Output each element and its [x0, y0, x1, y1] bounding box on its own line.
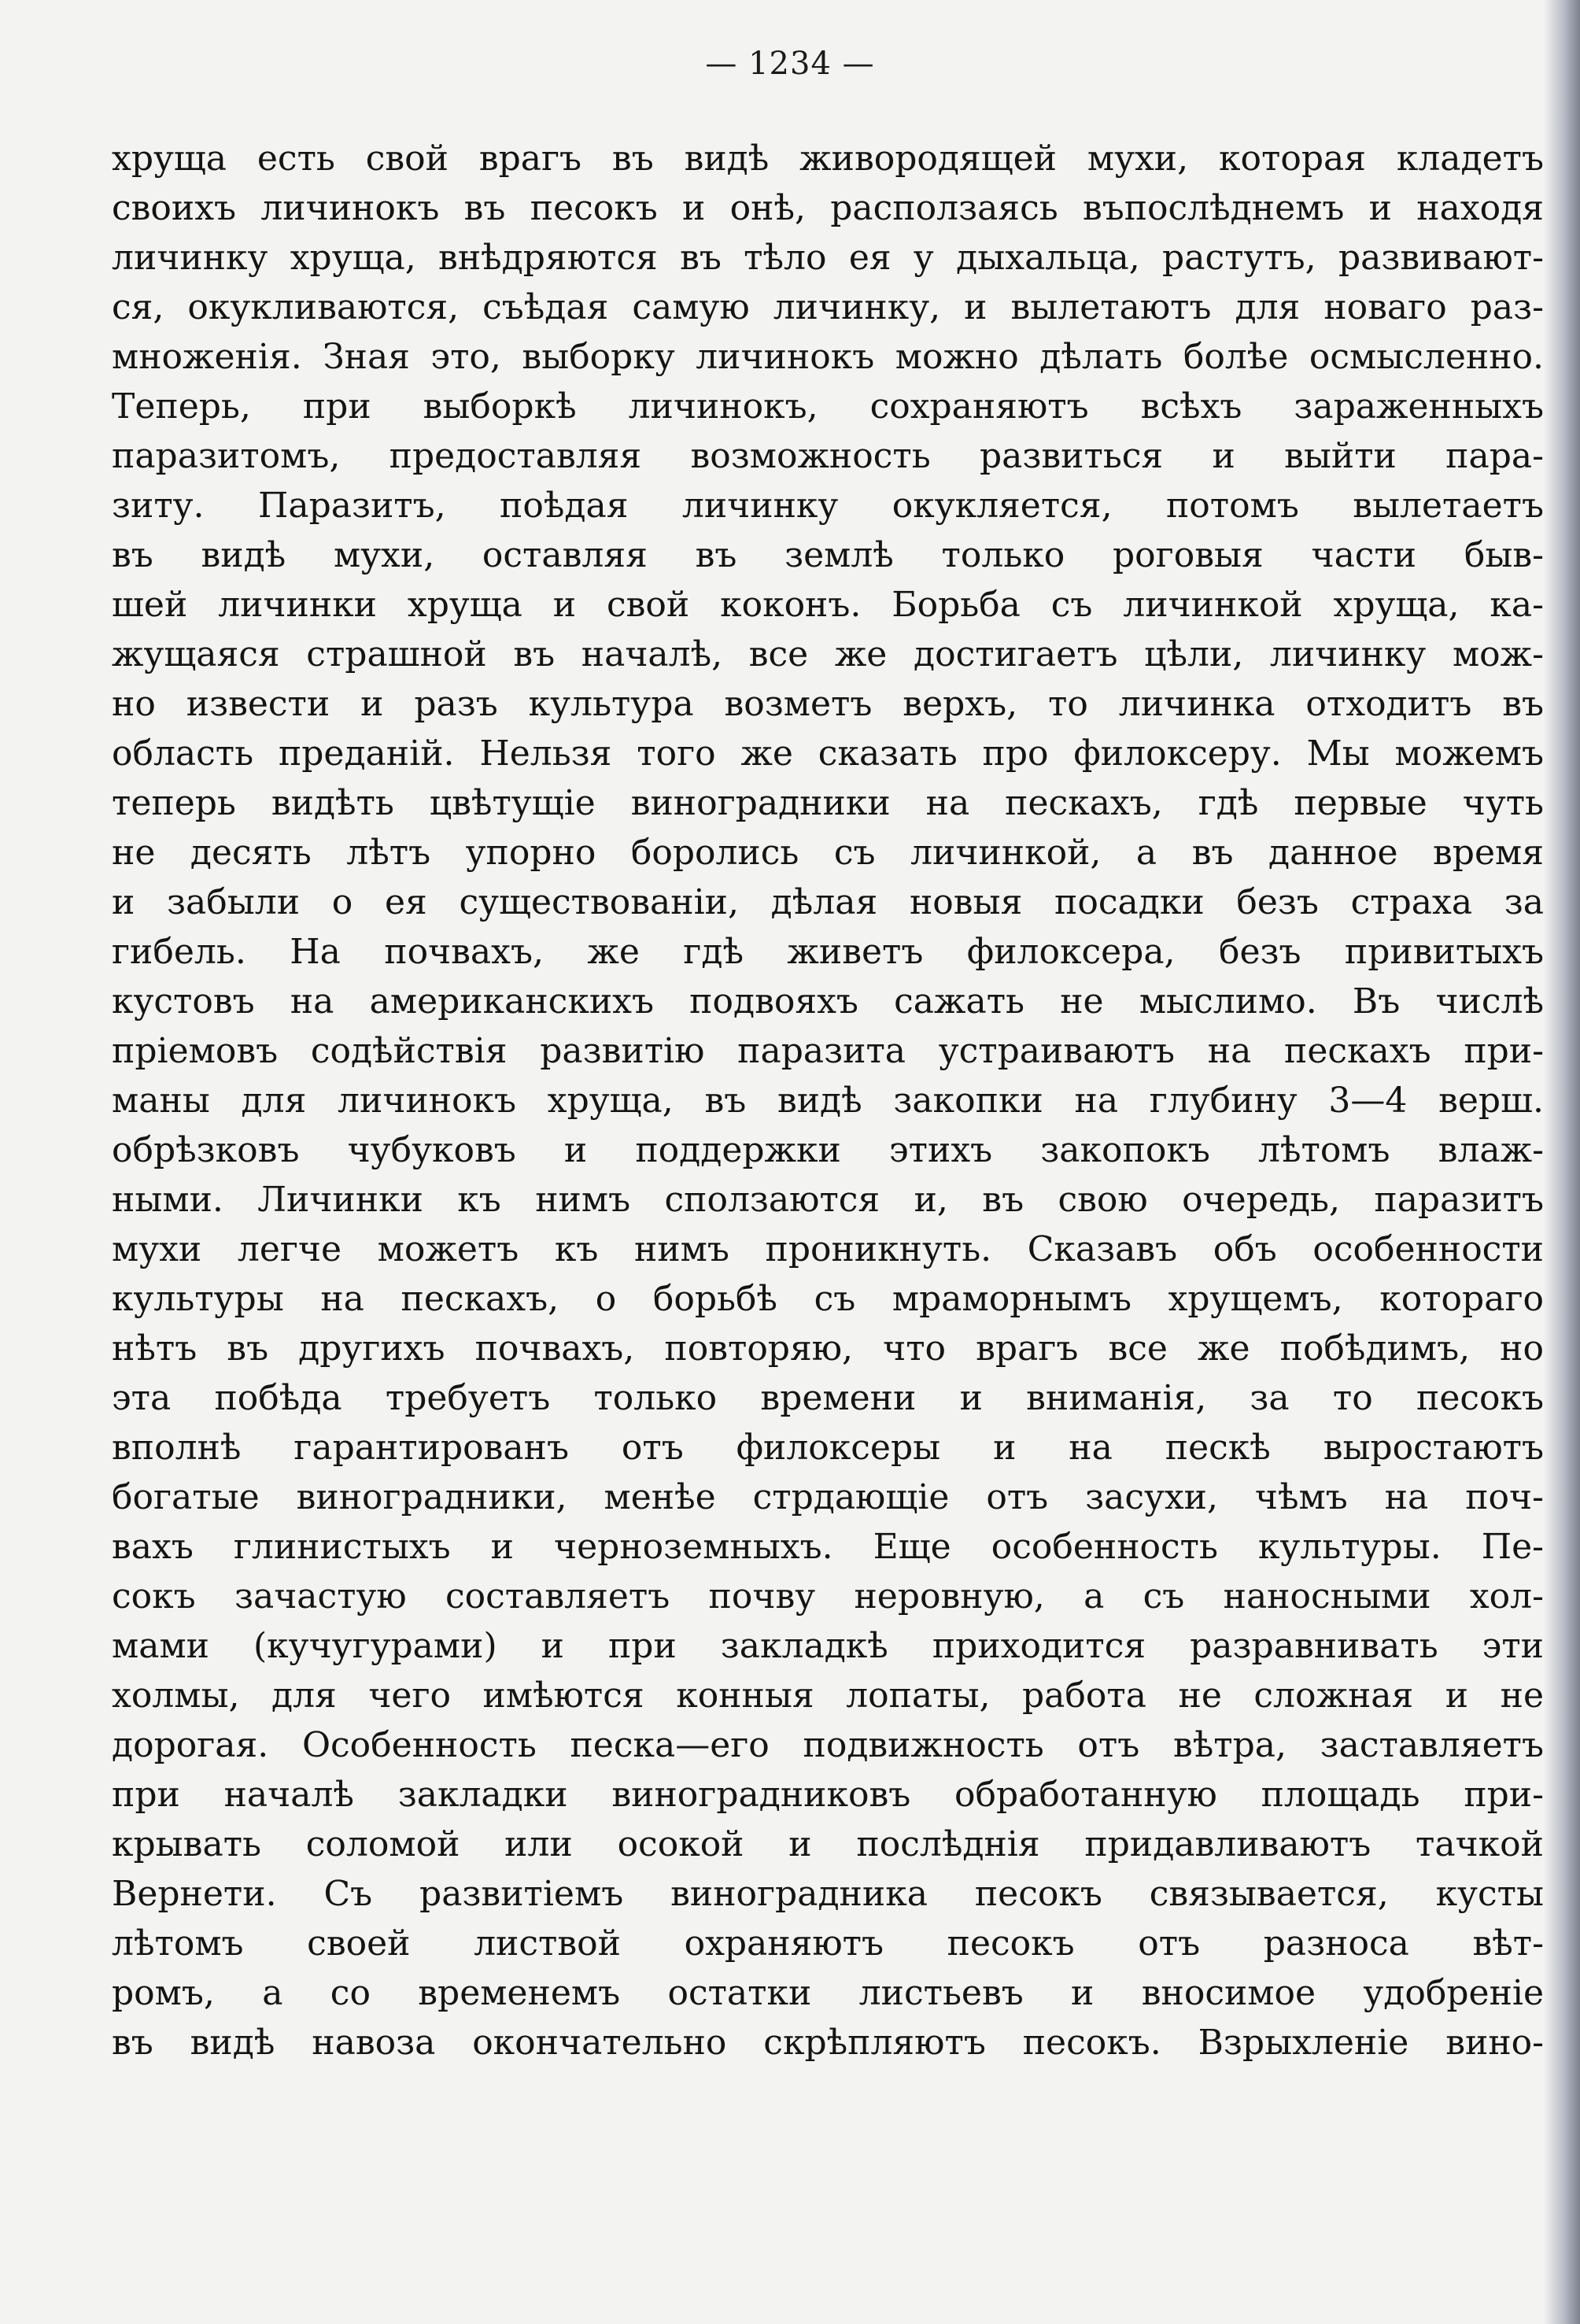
text-line: въ видѣ навоза окончательно скрѣпляютъ песокъ. Взрыхленіе вино- [112, 2023, 1544, 2063]
text-line: не десять лѣтъ упорно боролись съ личинкой, а въ данное время [112, 833, 1544, 873]
text-line: но извести и разъ культура возметъ верхъ, то личинка отходитъ въ [112, 684, 1544, 724]
text-line: крывать соломой или осокой и послѣднія придавливаютъ тачкой [112, 1824, 1544, 1864]
text-line: зиту. Паразитъ, поѣдая личинку окукляется, потомъ вылетаетъ [112, 486, 1544, 526]
text-line: теперь видѣть цвѣтущіе виноградники на пескахъ, гдѣ первые чуть [112, 783, 1544, 823]
text-line: сокъ зачастую составляетъ почву неровную, а съ наносными хол- [112, 1576, 1544, 1616]
text-line: культуры на пескахъ, о борьбѣ съ мраморнымъ хрущемъ, котораго [112, 1279, 1544, 1319]
text-line: нѣтъ въ другихъ почвахъ, повторяю, что врагъ все же побѣдимъ, но [112, 1328, 1544, 1369]
text-line: гибель. На почвахъ, же гдѣ живетъ филоксера, безъ привитыхъ [112, 932, 1544, 972]
text-line: въ видѣ мухи, оставляя въ землѣ только роговыя части быв- [112, 535, 1544, 575]
text-line: Вернети. Съ развитіемъ виноградника песокъ связывается, кусты [112, 1874, 1544, 1914]
text-line: обрѣзковъ чубуковъ и поддержки этихъ закопокъ лѣтомъ влаж- [112, 1130, 1544, 1170]
text-line: жущаяся страшной въ началѣ, все же достигаетъ цѣли, личинку мож- [112, 634, 1544, 674]
text-line: ромъ, а со временемъ остатки листьевъ и вносимое удобреніе [112, 1973, 1544, 2013]
text-line: область преданій. Нельзя того же сказать про филоксеру. Мы можемъ [112, 733, 1544, 774]
text-line: хруща есть свой врагъ въ видѣ живородящей мухи, которая кладетъ [112, 139, 1544, 179]
text-line: и забыли о ея существованіи, дѣлая новыя посадки безъ страха за [112, 882, 1544, 922]
text-line: вахъ глинистыхъ и черноземныхъ. Еще особенность культуры. Пе- [112, 1527, 1544, 1567]
body-text [112, 134, 1544, 2067]
page-edge-shadow [1544, 0, 1580, 2324]
text-line: вполнѣ гарантированъ отъ филоксеры и на пескѣ выростаютъ [112, 1428, 1544, 1468]
text-line: богатые виноградники, менѣе стрдающіе отъ засухи, чѣмъ на поч- [112, 1477, 1544, 1517]
text-line: при началѣ закладки виноградниковъ обработанную площадь при- [112, 1775, 1544, 1815]
text-line: дорогая. Особенность песка—его подвижность отъ вѣтра, заставляетъ [112, 1725, 1544, 1765]
text-line: мами (кучугурами) и при закладкѣ приходится разравнивать эти [112, 1626, 1544, 1666]
text-line: холмы, для чего имѣются конныя лопаты, работа не сложная и не [112, 1676, 1544, 1716]
text-line: паразитомъ, предоставляя возможность развиться и выйти пара- [112, 436, 1544, 476]
text-line: ся, окукливаются, съѣдая самую личинку, и вылетаютъ для новаго раз- [112, 287, 1544, 327]
text-line: ными. Личинки къ нимъ сползаются и, въ свою очередь, паразитъ [112, 1180, 1544, 1220]
text-line: пріемовъ содѣйствія развитію паразита устраиваютъ на пескахъ при- [112, 1031, 1544, 1071]
text-line: личинку хруща, внѣдряются въ тѣло ея у дыхальца, растутъ, развивают- [112, 238, 1544, 278]
text-line: лѣтомъ своей листвой охраняютъ песокъ отъ разноса вѣт- [112, 1923, 1544, 1964]
text-line: кустовъ на американскихъ подвояхъ сажать не мыслимо. Въ числѣ [112, 981, 1544, 1022]
text-line: множенія. Зная это, выборку личинокъ можно дѣлать болѣе осмысленно. [112, 337, 1544, 377]
text-line: шей личинки хруща и свой коконъ. Борьба съ личинкой хруща, ка- [112, 585, 1544, 625]
text-line: Теперь, при выборкѣ личинокъ, сохраняютъ всѣхъ зараженныхъ [112, 386, 1544, 427]
text-line: своихъ личинокъ въ песокъ и онѣ, расползаясь въпослѣднемъ и находя [112, 188, 1544, 228]
text-line: мухи легче можетъ къ нимъ проникнуть. Сказавъ объ особенности [112, 1229, 1544, 1269]
page-number: — 1234 — [705, 46, 875, 82]
text-line: эта побѣда требуетъ только времени и вниманія, за то песокъ [112, 1378, 1544, 1418]
text-line: маны для личинокъ хруща, въ видѣ закопки на глубину 3—4 верш. [112, 1081, 1544, 1121]
